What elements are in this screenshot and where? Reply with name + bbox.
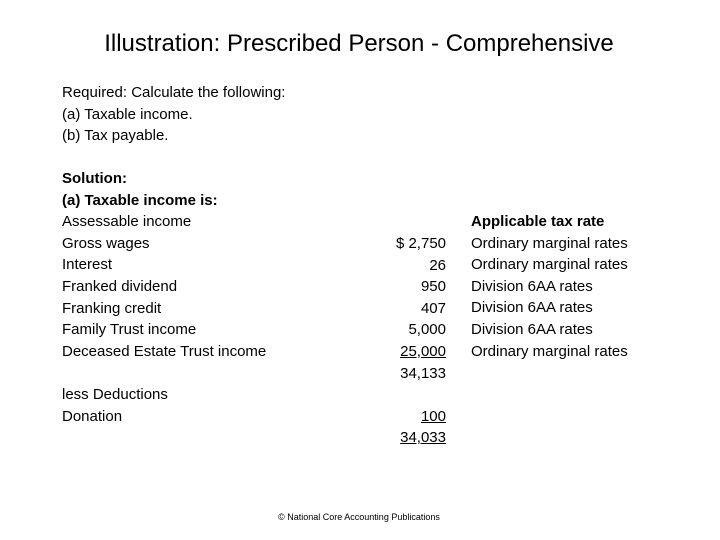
required-item-a: (a) Taxable income. [62,105,193,123]
rate-deceased-estate: Ordinary marginal rates [471,342,628,360]
amounts-column [360,233,446,449]
assessable-income-label: Assessable income [62,213,192,231]
income-label-franking-credit: Franking credit [62,299,162,317]
required-heading: Required: Calculate the following: [62,84,286,101]
rate-gross-wages: Ordinary marginal rates [471,234,628,252]
income-label-franked-dividend: Franked dividend [62,277,178,295]
income-label-family-trust: Family Trust income [62,321,197,339]
taxable-income-total: 34,033 [400,429,446,447]
tax-rate-column [471,211,628,362]
solution-section [62,168,266,362]
tax-rate-heading: Applicable tax rate [471,213,605,230]
assessable-income-total: 34,133 [400,364,446,382]
rate-family-trust: Division 6AA rates [471,320,593,338]
income-label-gross-wages: Gross wages [62,234,150,252]
deduction-label-donation: Donation [62,407,123,425]
rate-franking-credit: Division 6AA rates [471,299,593,317]
amount-family-trust: 5,000 [408,321,446,339]
slide-title: Illustration: Prescribed Person - Comprehensive [104,30,614,57]
rate-franked-dividend: Division 6AA rates [471,277,593,295]
amount-deceased-estate: 25,000 [400,342,446,360]
required-item-b: (b) Tax payable. [62,127,169,145]
amount-franked-dividend: 950 [420,278,446,296]
required-section [62,82,285,147]
income-label-interest: Interest [62,256,113,274]
copyright-text: © National Core Accounting Publications [278,512,440,522]
rate-interest: Ordinary marginal rates [471,256,628,274]
income-label-deceased-estate: Deceased Estate Trust income [62,342,267,360]
solution-subheading: (a) Taxable income is: [62,191,218,209]
solution-heading: Solution: [62,170,127,187]
copyright-notice [0,510,718,524]
amount-interest: 26 [429,256,446,274]
amount-franking-credit: 407 [420,299,446,317]
deductions-label: less Deductions [62,386,168,403]
amount-donation: 100 [420,407,446,425]
deductions-section [62,384,168,427]
amount-gross-wages: $ 2,750 [395,235,446,252]
